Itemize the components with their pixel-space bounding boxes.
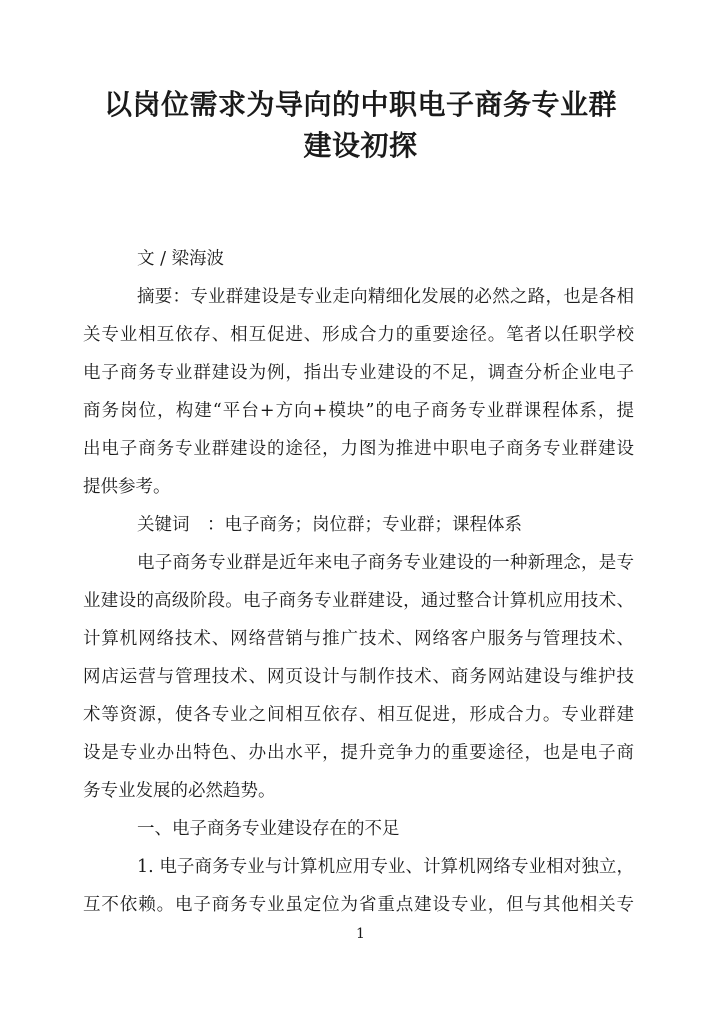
body-line: 网店运营与管理技术、网页设计与制作技术、商务网站建设与维护技: [83, 667, 634, 687]
document-title: [0, 84, 721, 166]
abstract-line: 摘要：专业群建设是专业走向精细化发展的必然之路，也是各相: [137, 287, 634, 307]
abstract-line: 关专业相互依存、相互促进、形成合力的重要途径。笔者以任职学校: [83, 325, 634, 345]
title-line-2: 建设初探: [303, 129, 418, 162]
abstract-line: 商务岗位，构建“平台+方向+模块”的电子商务专业群课程体系，提: [83, 401, 634, 421]
author-line: 文 / 梁海波: [137, 249, 225, 269]
body-line: 计算机网络技术、网络营销与推广技术、网络客户服务与管理技术、: [83, 629, 634, 649]
body-line: 术等资源，使各专业之间相互依存、相互促进，形成合力。专业群建: [83, 705, 634, 725]
document-body: [83, 240, 634, 924]
section-heading: 一、电子商务专业建设存在的不足: [137, 819, 400, 839]
title-line-1: 以岗位需求为导向的中职电子商务专业群: [103, 88, 617, 121]
abstract-line: 出电子商务专业群建设的途径，力图为推进中职电子商务专业群建设: [83, 439, 634, 459]
body-line: 设是专业办出特色、办出水平，提升竞争力的重要途径，也是电子商: [83, 743, 634, 763]
body-line: 互不依赖。电子商务专业虽定位为省重点建设专业，但与其他相关专: [83, 895, 634, 915]
page-number: 1: [356, 926, 365, 942]
body-line: 务专业发展的必然趋势。: [83, 781, 276, 801]
abstract-line: 提供参考。: [83, 477, 171, 497]
abstract-line: 电子商务专业群建设为例，指出专业建设的不足，调查分析企业电子: [83, 363, 634, 383]
body-line: 1. 电子商务专业与计算机应用专业、计算机网络专业相对独立，: [137, 857, 634, 877]
body-line: 电子商务专业群是近年来电子商务专业建设的一种新理念，是专: [137, 553, 634, 573]
body-line: 业建设的高级阶段。电子商务专业群建设，通过整合计算机应用技术、: [83, 591, 634, 611]
keywords-line: 关键词 ：电子商务；岗位群；专业群；课程体系: [137, 515, 522, 535]
